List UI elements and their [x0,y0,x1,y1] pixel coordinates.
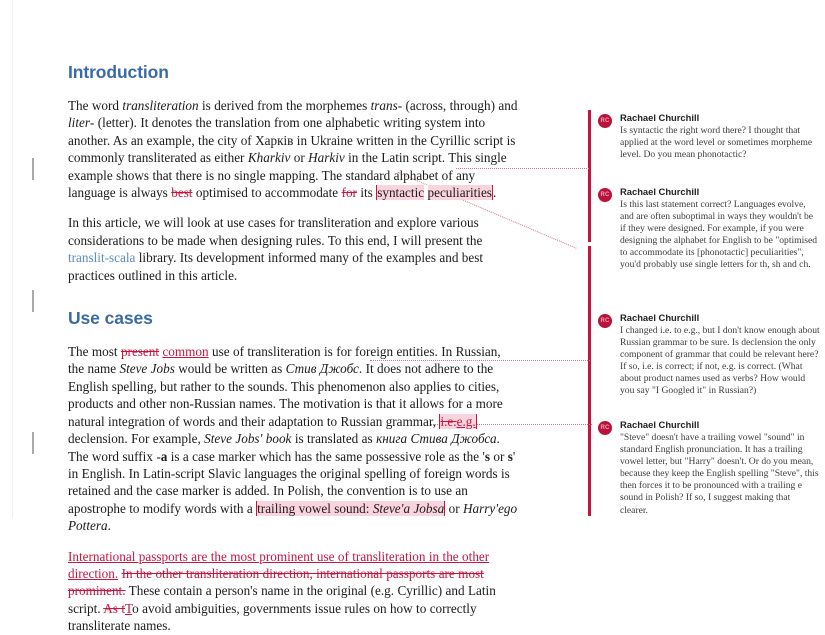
inserted-text: International passports are the most prominent use of transliteration in the other direction. [68,548,490,581]
section-heading-introduction: Introduction [68,62,169,82]
comment-text: "Steve" doesn't have a trailing vowel "sound" in standard English pronunciation. It has a trailing vowel letter, but "Harry" doesn't. Or do you mean, because they keep the English spelling "Steve", this then forces it to be pronounced with a trailing e sound in Polish? If so, I suggest making that clearer. [620,432,819,516]
deleted-text-highlighted: i.e. [440,413,457,429]
text-run: In this article, we will look at use cases for transliteration and explore various considerations to be made when designing rules. To this end, I will present the [68,215,483,248]
paragraph-intro-2[interactable] [68,214,518,284]
comment-rail-segment [588,246,591,516]
italic-run: liter [68,115,90,131]
italic-run: Steve Jobs' book [204,431,292,447]
text-run: . The word suffix - [68,431,500,464]
text-run: is a case marker which has the same possessive role as the ' [167,448,485,464]
bold-run: a [160,448,168,464]
comment-highlight: syntactic [377,185,425,201]
text-run [424,185,427,200]
avatar: RC [598,421,612,435]
text-run: o avoid ambiguities, governments issue rules on how to correctly transliterate names. [68,600,477,634]
text-run: in Ukraine written in the Cyrillic script is commonly transliterated as either [68,132,516,166]
inserted-text-highlighted: e.g. [456,413,476,429]
deleted-text: best [171,185,193,201]
comment-text: I changed i.e. to e.g., but I don't know enough about Russian grammar to be sure. Is declension the only component of grammar that could be relevant here? If so, i.e. is correct; if not, e.g. is correct. (What about product names used as verbs? How would you say "I Googled it" in Russian?) [620,325,820,397]
comment-card[interactable] [598,419,820,517]
paragraph-usecases-2[interactable] [68,548,518,635]
text-run: or [445,500,464,516]
comment-author: Rachael Churchill [620,186,700,197]
change-bar-2 [32,290,34,312]
page-left-edge [12,0,13,517]
text-run: use of transliteration is for foreign entities. In Russian, the name [68,344,501,377]
comment-author: Rachael Churchill [620,112,700,123]
section-heading-use-cases: Use cases [68,308,153,329]
avatar: RC [598,188,612,202]
text-run: in the Latin script. This single example shows that there is no single mapping. The standard alphabet of any language is always [68,150,507,201]
comment-highlight: Steve'a Jobsa [372,500,445,516]
text-run: its [356,185,377,201]
text-run: . It does not adhere to the English spelling, but rather to the sounds. This phenomenon also applies to cities, products and other non-Russian names. The motivation is that it allows for a more natural integration of words and their adaptation to Russian grammar, [68,361,503,429]
inline-link: translit-scala [68,250,136,266]
comment-author: Rachael Churchill [620,419,700,430]
comment-text: Is syntactic the right word there? I thought that applied at the word level or sometimes morpheme level. Do you mean phonotactic? [620,125,813,161]
comment-highlight: trailing vowel sound: [257,500,373,516]
paragraph-intro-1[interactable] [68,97,518,201]
italic-run: Harkiv [308,150,345,166]
text-run: . [492,185,497,201]
text-run: The word [68,98,123,113]
italic-run: книга Стива Джобса [376,431,497,447]
change-bar-3 [32,432,34,454]
text-run: is derived from the morphemes [198,98,371,113]
document-body [68,0,518,635]
deleted-text: present [120,344,160,360]
avatar: RC [598,114,612,128]
comment-card[interactable] [598,112,820,161]
text-run: would be written as [174,361,286,377]
text-run: library. Its development informed many of the examples and best practices outlined in this article. [68,250,484,283]
paragraph-usecases-1[interactable] [68,343,518,534]
text-run: - (letter). It denotes the translation from one alphabetic writing system into another. As an example, the city of [68,115,486,148]
comment-rail-segment [588,110,591,242]
italic-run: Steve Jobs [119,361,175,377]
deleted-text: As t [103,600,125,616]
text-run: These contain a person's name in the original (e.g. Cyrillic) and Latin script. [68,583,496,616]
italic-run: Harry'ego Pottera [68,500,518,534]
italic-run: Kharkiv [247,150,291,166]
text-run: declension. For example, [68,431,205,447]
text-run: Харків [255,132,294,148]
comment-rail [588,0,591,517]
change-bar-1 [32,158,34,180]
text-run: optimised to accommodate [192,185,342,201]
text-run: or [290,150,309,166]
text-run: The most [68,344,121,360]
italic-run: transliteration [122,98,199,113]
inserted-text: T [124,600,133,616]
comment-card[interactable] [598,312,820,398]
comment-author: Rachael Churchill [620,312,700,323]
bold-run: s [484,448,490,464]
deleted-text: for [341,185,357,201]
comment-highlight: peculiarities [427,185,492,201]
comment-card[interactable] [598,186,820,272]
text-run: ' in English. In Latin-script Slavic languages the original spelling of foreign words is retained and the case marker is added. In Polish, the convention is to use an apostrophe to modify words with a [68,448,516,516]
italic-run: trans [370,98,398,113]
bold-run: s [507,448,513,464]
comment-text: Is this last statement correct? Languages evolve, and are often suboptimal in ways they wouldn't be if they were designed. For example, if you were designing the alphabet for English to be "optimised to accommodate its [phonotactic] peculiarities", you'd probably use single letters for th, sh and ch. [620,199,818,271]
text-run: or [489,448,508,464]
text-run: is translated as [291,431,377,447]
deleted-text: In the other transliteration direction, international passports are most prominent. [68,565,484,599]
text-run: . [107,518,111,534]
inserted-text: common [162,344,209,360]
italic-run: Стив Джобс [285,361,359,377]
avatar: RC [598,314,612,328]
text-run: - (across, through) and [397,98,518,113]
